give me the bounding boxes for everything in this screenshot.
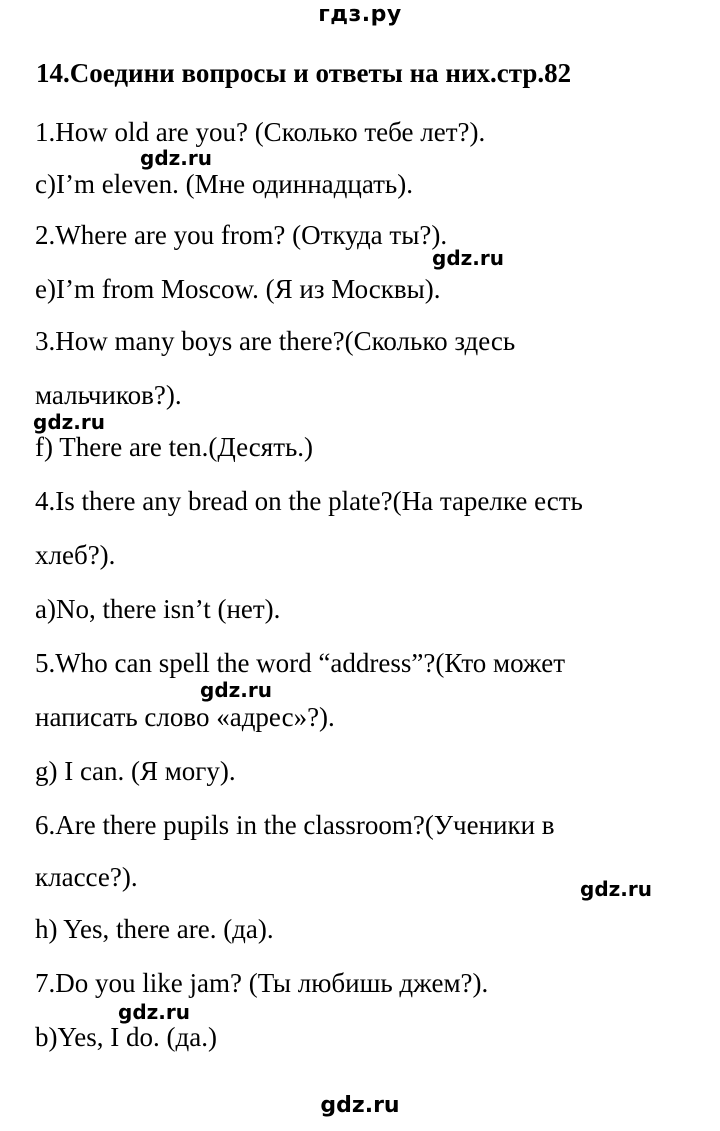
question-3-line-1: 3.How many boys are there?(Сколько здесь <box>35 326 516 356</box>
question-6-line-1: 6.Are there pupils in the classroom?(Ученики в <box>35 810 555 840</box>
answer-5: g) I can. (Я могу). <box>35 756 236 786</box>
question-2: 2.Where are you from? (Откуда ты?). <box>35 220 448 250</box>
exercise-heading: 14.Соедини вопросы и ответы на них.стр.82 <box>36 58 572 88</box>
answer-2: e)I’m from Moscow. (Я из Москвы). <box>35 274 441 304</box>
question-4-line-2: хлеб?). <box>35 540 116 570</box>
watermark: gdz.ru <box>200 678 272 702</box>
question-7: 7.Do you like jam? (Ты любишь джем?). <box>35 968 489 998</box>
question-5-line-1: 5.Who can spell the word “address”?(Кто может <box>35 648 566 678</box>
watermark: gdz.ru <box>33 410 105 434</box>
answer-7: b)Yes, I do. (да.) <box>35 1022 217 1052</box>
watermark: gdz.ru <box>432 246 504 270</box>
watermark: gdz.ru <box>118 1000 190 1024</box>
answer-6: h) Yes, there are. (да). <box>35 914 274 944</box>
answer-4: a)No, there isn’t (нет). <box>35 594 281 624</box>
question-5-line-2: написать слово «адрес»?). <box>35 702 335 732</box>
site-label-bottom: gdz.ru <box>320 1093 400 1118</box>
question-4-line-1: 4.Is there any bread on the plate?(На тарелке есть <box>35 486 583 516</box>
watermark: gdz.ru <box>580 877 652 901</box>
watermark: gdz.ru <box>140 146 212 170</box>
question-6-line-2: классе?). <box>35 862 138 892</box>
site-label-top: гдз.ру <box>318 2 402 27</box>
answer-1: c)I’m eleven. (Мне одиннадцать). <box>35 169 413 199</box>
question-1: 1.How old are you? (Сколько тебе лет?). <box>35 117 486 147</box>
answer-3: f) There are ten.(Десять.) <box>35 432 314 462</box>
question-3-line-2: мальчиков?). <box>35 380 182 410</box>
